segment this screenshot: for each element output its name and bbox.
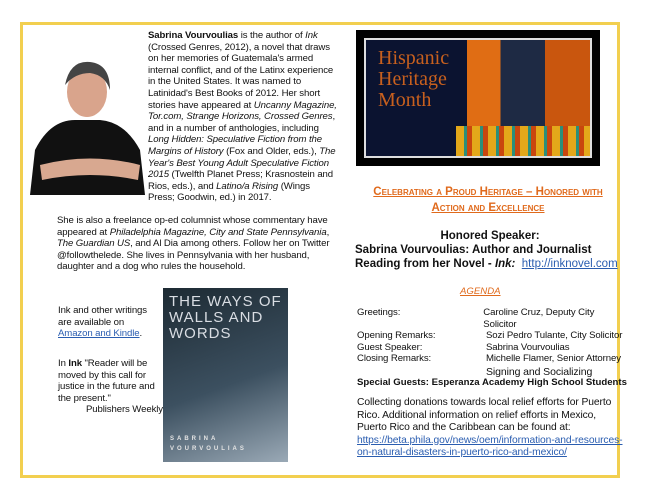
amazon-kindle-link[interactable]: Amazon and Kindle [58, 328, 140, 340]
honored-speaker: Honored Speaker: Sabrina Vourvoulias: Author and Journalist Reading from her Novel - Ink: http://inknovel.com [355, 230, 618, 270]
quote-source: Publishers Weekly [85, 404, 163, 416]
relief-info-link[interactable]: https://beta.phila.gov/news/oem/information-and-resources-on-natural-disasters-in-puerto-rico-and-mexico/ [357, 434, 623, 458]
donation-note: Collecting donations towards local relief efforts for Puerto Rico. Additional information on relief efforts in Mexico, Puerto Rico and the Caribbean can be found at: https://beta.phila.gov/news/oem/information-and-resources-on-natural-disasters-in-puerto-rico-and-mexico/ [357, 397, 623, 458]
agenda-row: Opening Remarks: Sozi Pedro Tulante, City Solicitor [357, 330, 623, 342]
agenda-table [357, 307, 627, 379]
author-bio-2: She is also a freelance op-ed columnist whose commentary have appeared at Philadelphia Magazine, City and State Pennsylvania, The Guardian US, and Al Dia among others. Follow her on Twitter @followthelede. She lives in Pennsylvania with her husband, daughter and a dog who rules the household. [57, 215, 330, 273]
author-name: Sabrina Vourvoulias [148, 30, 239, 41]
agenda-row: Guest Speaker: Sabrina Vourvoulias [357, 341, 570, 353]
book-title: THE WAYS OF WALLS AND WORDS [169, 293, 282, 342]
agenda-row: Greetings: Caroline Cruz, Deputy City Solicitor [357, 307, 595, 330]
event-heading: Celebrating a Proud Heritage – Honored with Action and Excellence [373, 186, 603, 214]
agenda-title: AGENDA [460, 286, 501, 297]
author-bio: Sabrina Vourvoulias is the author of Ink (Crossed Genres, 2012), a novel that draws on her memories of Guatemala's armed internal conflict, and of the Latinx experience in the United States. It was named to Latinidad's Best Books of 2012. Her short stories have appeared at Uncanny Magazine, Tor.com, Strange Horizons, Crossed Genres, and in a number of anthologies, including Long Hidden: Speculative Fiction from the Margins of History (Fox and Older, eds.), The Year's Best Young Adult Speculative Fiction 2015 (Twelfth Planet Press; Krasnostein and Rios, eds.), and Latino/a Rising (Wings Press; Goodwin, ed.) in 2017. [148, 30, 337, 204]
author-photo [30, 40, 145, 195]
inknovel-link[interactable]: http://inknovel.com [521, 258, 618, 270]
book-cover [163, 288, 288, 462]
hispanic-heritage-banner: Hispanic Heritage Month [356, 30, 600, 166]
special-guests: Special Guests: Esperanza Academy High School Students [357, 377, 627, 388]
agenda-row: Signing and Socializing [486, 365, 593, 378]
book-author: SABRINA VOURVOULIAS [170, 436, 247, 452]
agenda-row: Closing Remarks: Michelle Flamer, Senior Attorney [357, 353, 621, 365]
review-quote: In Ink "Reader will be moved by this call for justice in the future and the present." Publishers Weekly [58, 358, 163, 416]
availability-note: Ink and other writings are available on Amazon and Kindle. [58, 305, 147, 340]
